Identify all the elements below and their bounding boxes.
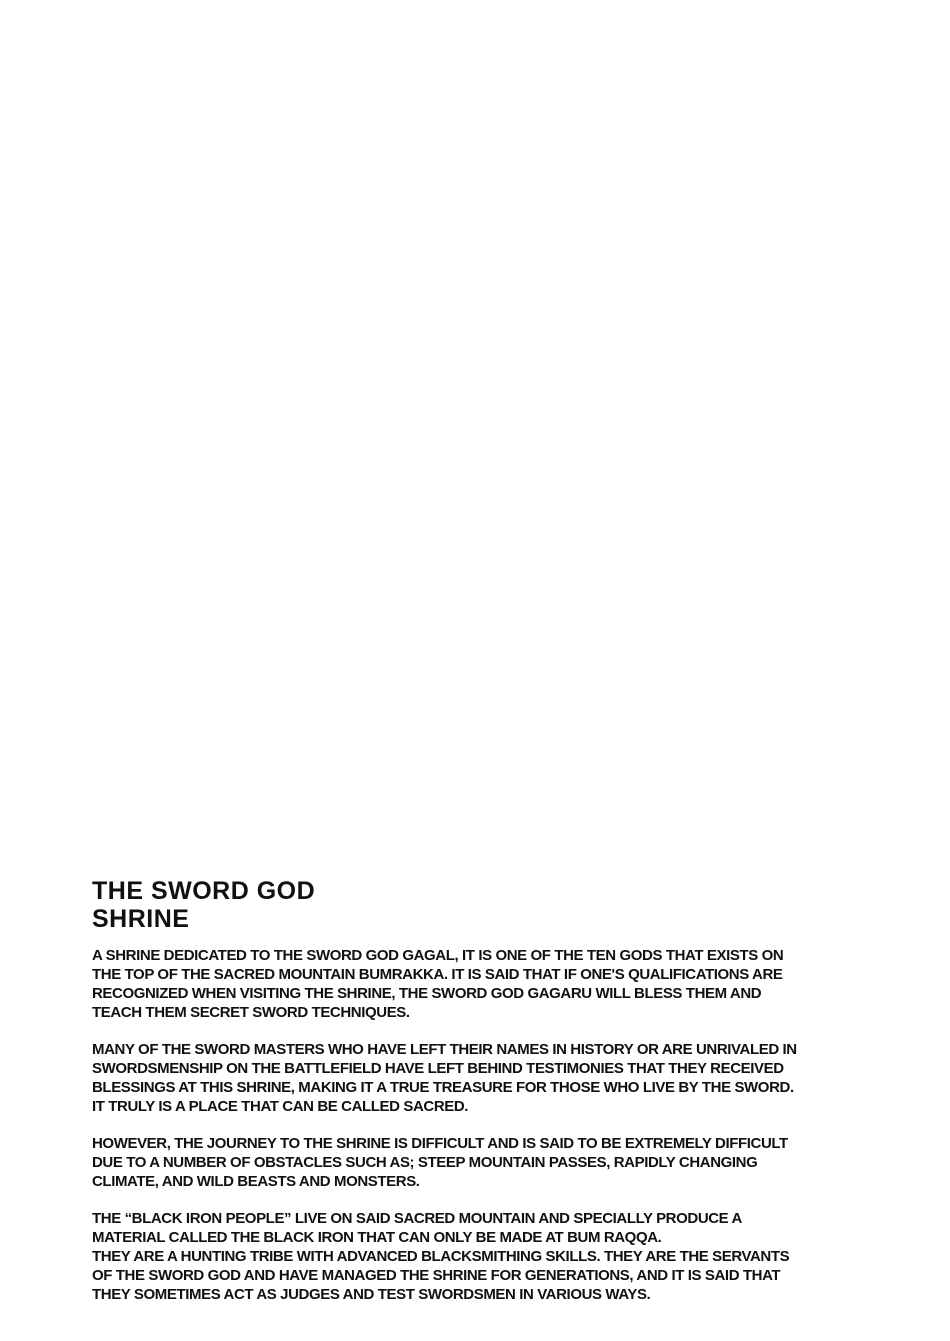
- paragraph-black-iron-people: [92, 1209, 890, 1304]
- text-line: HOWEVER, THE JOURNEY TO THE SHRINE IS DIFFICULT AND IS SAID TO BE EXTREMELY DIFFICULT: [92, 1135, 788, 1152]
- page-title: [92, 877, 890, 933]
- page-title-line: SHRINE: [92, 905, 190, 933]
- paragraph-shrine-intro: [92, 946, 890, 1022]
- text-line: BLESSINGS AT THIS SHRINE, MAKING IT A TRUE TREASURE FOR THOSE WHO LIVE BY THE SWORD.: [92, 1079, 794, 1096]
- text-content-block: [92, 877, 890, 1322]
- paragraph-sword-masters: [92, 1040, 890, 1116]
- text-line: SWORDSMENSHIP ON THE BATTLEFIELD HAVE LEFT BEHIND TESTIMONIES THAT THEY RECEIVED: [92, 1060, 784, 1077]
- text-line: RECOGNIZED WHEN VISITING THE SHRINE, THE SWORD GOD GAGARU WILL BLESS THEM AND: [92, 985, 762, 1002]
- text-line: TEACH THEM SECRET SWORD TECHNIQUES.: [92, 1004, 410, 1021]
- text-line: A SHRINE DEDICATED TO THE SWORD GOD GAGAL, IT IS ONE OF THE TEN GODS THAT EXISTS ON: [92, 947, 784, 964]
- text-line: OF THE SWORD GOD AND HAVE MANAGED THE SHRINE FOR GENERATIONS, AND IT IS SAID THAT: [92, 1267, 781, 1284]
- text-line: THE TOP OF THE SACRED MOUNTAIN BUMRAKKA. IT IS SAID THAT IF ONE'S QUALIFICATIONS ARE: [92, 966, 783, 983]
- text-line: THEY SOMETIMES ACT AS JUDGES AND TEST SWORDSMEN IN VARIOUS WAYS.: [92, 1286, 651, 1303]
- text-line: MATERIAL CALLED THE BLACK IRON THAT CAN ONLY BE MADE AT BUM RAQQA.: [92, 1229, 662, 1246]
- text-line: CLIMATE, AND WILD BEASTS AND MONSTERS.: [92, 1173, 420, 1190]
- text-line: THEY ARE A HUNTING TRIBE WITH ADVANCED BLACKSMITHING SKILLS. THEY ARE THE SERVANTS: [92, 1248, 790, 1265]
- paragraph-journey-difficulty: [92, 1134, 890, 1191]
- text-line: MANY OF THE SWORD MASTERS WHO HAVE LEFT THEIR NAMES IN HISTORY OR ARE UNRIVALED IN: [92, 1041, 797, 1058]
- text-line: DUE TO A NUMBER OF OBSTACLES SUCH AS; STEEP MOUNTAIN PASSES, RAPIDLY CHANGING: [92, 1154, 758, 1171]
- text-line: THE “BLACK IRON PEOPLE” LIVE ON SAID SACRED MOUNTAIN AND SPECIALLY PRODUCE A: [92, 1210, 742, 1227]
- page-title-line: THE SWORD GOD: [92, 877, 316, 905]
- text-line: IT TRULY IS A PLACE THAT CAN BE CALLED SACRED.: [92, 1098, 469, 1115]
